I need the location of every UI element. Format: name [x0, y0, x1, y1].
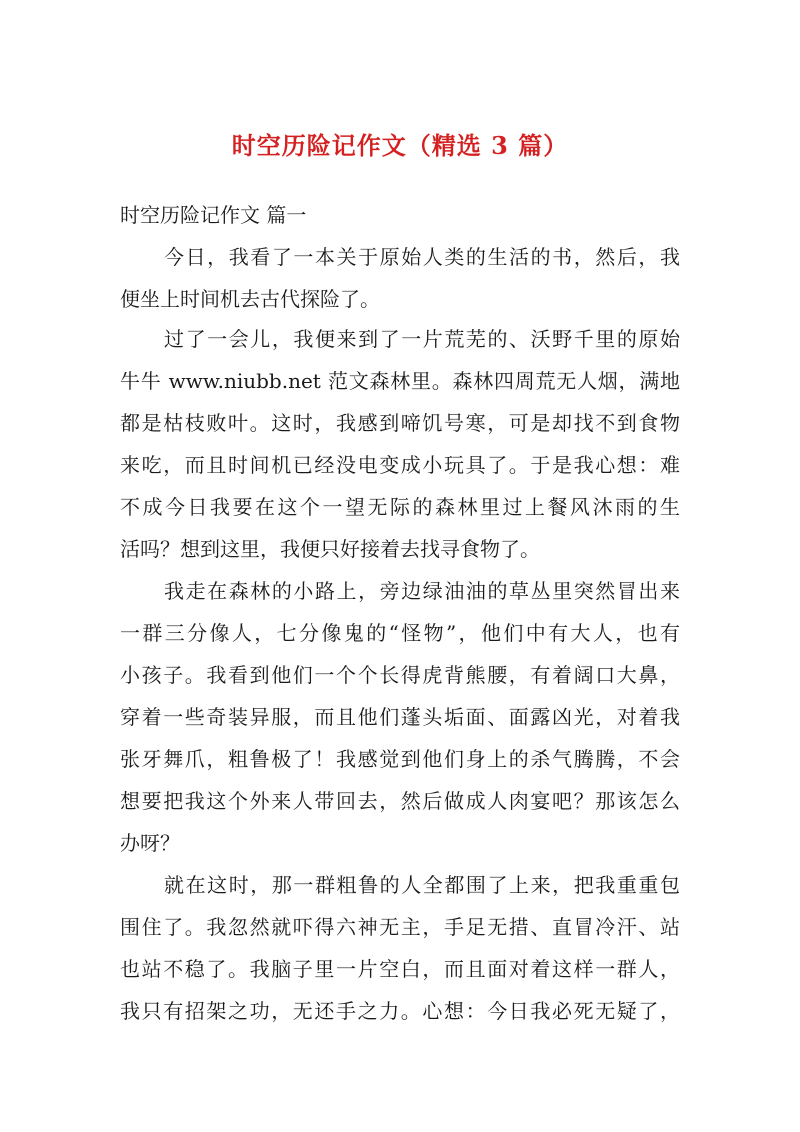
paragraph-line: 我走在森林的小路上，旁边绿油油的草丛里突然冒出来	[164, 579, 680, 603]
paragraph-line: 张牙舞爪，粗鲁极了！我感觉到他们身上的杀气腾腾，不会	[120, 747, 680, 771]
paragraph-line: 不成今日我要在这个一望无际的森林里过上餐风沐雨的生	[120, 495, 680, 519]
paragraph-line: 想要把我这个外来人带回去，然后做成人肉宴吧？那该怎么	[120, 789, 680, 813]
paragraph-line: 活吗？想到这里，我便只好接着去找寻食物了。	[120, 537, 540, 561]
paragraph-line: 我只有招架之功，无还手之力。心想：今日我必死无疑了，	[120, 999, 680, 1023]
paragraph-line: 今日，我看了一本关于原始人类的生活的书，然后，我	[164, 245, 680, 269]
paragraph-line: 便坐上时间机去古代探险了。	[120, 287, 380, 311]
paragraph-line: 来吃，而且时间机已经没电变成小玩具了。于是我心想：难	[120, 453, 680, 477]
paragraph-line: 穿着一些奇装异服，而且他们蓬头垢面、面露凶光，对着我	[120, 705, 680, 729]
paragraph-line: 也站不稳了。我脑子里一片空白，而且面对着这样一群人，	[120, 957, 680, 981]
paragraph-line: 一群三分像人，七分像鬼的“怪物”，他们中有大人，也有	[120, 621, 680, 645]
paragraph-line: 围住了。我忽然就吓得六神无主，手足无措、直冒冷汗、站	[120, 915, 680, 939]
section-heading: 时空历险记作文 篇一	[120, 203, 307, 227]
paragraph-line: 过了一会儿，我便来到了一片荒芜的、沃野千里的原始	[164, 327, 680, 351]
document-title: 时空历险记作文（精选 3 篇）	[231, 131, 569, 160]
paragraph-line: 办呀？	[120, 831, 180, 855]
paragraph-line: 小孩子。我看到他们一个个长得虎背熊腰，有着阔口大鼻，	[120, 663, 680, 687]
paragraph-line: 就在这时，那一群粗鲁的人全都围了上来，把我重重包	[164, 873, 680, 897]
paragraph-line: 都是枯枝败叶。这时，我感到啼饥号寒，可是却找不到食物	[120, 411, 680, 435]
paragraph-line: 牛牛 www.niubb.net 范文森林里。森林四周荒无人烟，满地	[120, 369, 680, 393]
